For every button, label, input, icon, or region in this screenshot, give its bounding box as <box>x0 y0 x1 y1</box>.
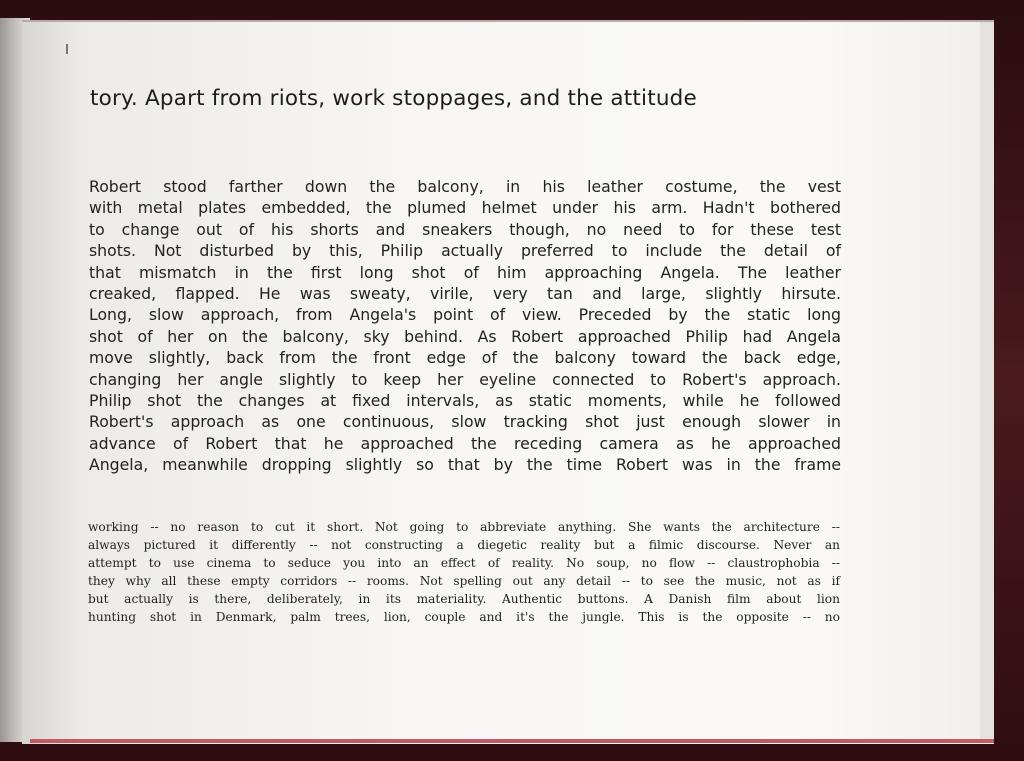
note-line: hunting shot in Denmark, palm trees, lion, couple and it's the jungle. This is the opposite -- no <box>88 609 840 624</box>
transcript-text-block <box>88 519 840 626</box>
body-line: Long, slow approach, from Angela's point of view. Preceded by the static long <box>89 305 841 325</box>
body-line: Robert stood farther down the balcony, in his leather costume, the vest <box>89 177 841 196</box>
body-line: shot of her on the balcony, sky behind. As Robert approached Philip had Angela <box>89 326 841 346</box>
note-line: working -- no reason to cut it short. Not going to abbreviate anything. She wants the architecture -- <box>88 520 840 534</box>
note-line: always pictured it differently -- not constructing a diegetic reality but a filmic discourse. Never an <box>88 537 840 552</box>
page-heading: tory. Apart from riots, work stoppages, and the attitude <box>90 86 697 111</box>
body-line: shots. Not disturbed by this, Philip actually preferred to include the detail of <box>89 241 841 261</box>
body-line: Angela, meanwhile dropping slightly so that by the time Robert was in the frame <box>89 455 841 475</box>
note-line: attempt to use cinema to seduce you into an effect of reality. No soup, no flow -- claustrophobia -- <box>88 555 840 570</box>
body-line: advance of Robert that he approached the receding camera as he approached <box>89 433 841 453</box>
body-line: with metal plates embedded, the plumed helmet under his arm. Hadn't bothered <box>89 198 841 218</box>
page-bottom-edge <box>30 739 994 743</box>
body-line: changing her angle slightly to keep her eyeline connected to Robert's approach. <box>89 369 841 389</box>
main-text-block <box>89 176 841 476</box>
body-line: Robert's approach as one continuous, slow tracking shot just enough slower in <box>89 412 841 432</box>
note-line: they why all these empty corridors -- rooms. Not spelling out any detail -- to see the music, not as if <box>88 573 840 588</box>
body-line: creaked, flapped. He was sweaty, virile, very tan and large, slightly hirsute. <box>89 284 841 304</box>
body-line: Philip shot the changes at fixed intervals, as static moments, while he followed <box>89 391 841 411</box>
body-line: that mismatch in the first long shot of him approaching Angela. The leather <box>89 262 841 282</box>
page-stack-edge <box>980 22 994 740</box>
page-mark <box>66 44 68 54</box>
body-line: move slightly, back from the front edge of the balcony toward the back edge, <box>89 348 841 368</box>
body-line: to change out of his shorts and sneakers though, no need to for these test <box>89 219 841 239</box>
note-line: but actually is there, deliberately, in its materiality. Authentic buttons. A Danish film about lion <box>88 591 840 606</box>
